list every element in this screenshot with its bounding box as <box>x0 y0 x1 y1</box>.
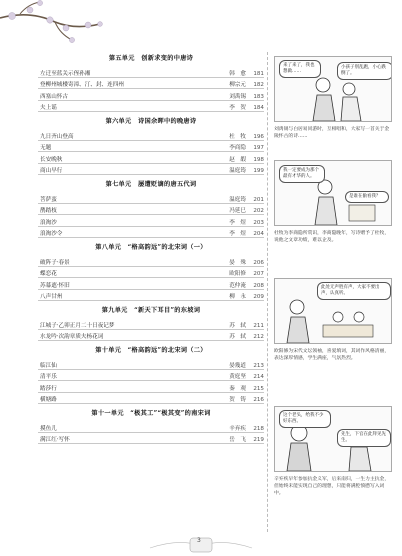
illustration-caption: 欧阳修为宋代文坛领袖，喜爱填词，其词作风格清丽，表达深厚情感，学生满座，气氛热烈。 <box>274 349 390 361</box>
poem-author: 杜 牧 <box>229 133 246 140</box>
page-ref: 209 <box>253 294 264 300</box>
poem-author: 黄庭坚 <box>229 374 246 380</box>
illustration-block-4 <box>274 406 392 497</box>
page-ref: 211 <box>253 322 264 329</box>
unit-heading: 第十一单元 “极其工”“极其变”的南宋词 <box>91 410 211 417</box>
page-ref: 199 <box>253 168 264 174</box>
toc-entry[interactable] <box>38 192 264 204</box>
page-ref: 215 <box>253 385 264 392</box>
poem-title: 西塞山怀古 <box>40 93 68 100</box>
column-divider <box>267 52 268 532</box>
poem-author: 晏 殊 <box>229 259 246 266</box>
poem-title: 菩萨蛮 <box>40 196 57 203</box>
illustration-caption: 刘禹锡与白居易同游时，互相唱和，大家写一首关于金陵怀古的诗…… <box>274 127 390 139</box>
page-ref: 206 <box>253 259 264 266</box>
plum-blossom-decoration <box>0 0 120 50</box>
page-ref: 214 <box>253 374 264 380</box>
poem-title: 浪淘沙令 <box>40 231 63 237</box>
unit-heading: 第七单元 屡遭贬谪的唐五代词 <box>105 181 197 188</box>
unit-heading: 第六单元 诗国余晖中的晚唐诗 <box>105 118 197 125</box>
toc-entry[interactable] <box>38 101 264 113</box>
page-ref: 184 <box>253 105 264 111</box>
page-ref: 207 <box>253 271 264 277</box>
figure-banquet-icon <box>283 295 383 343</box>
page-ref: 213 <box>253 362 264 369</box>
speech-bubble: 先生，下官在此拜见先生。 <box>337 429 391 447</box>
page-ref: 201 <box>253 196 264 203</box>
poem-author: 温庭筠 <box>229 196 246 203</box>
toc-entry[interactable] <box>38 204 264 216</box>
poem-author: 冯延巳 <box>229 208 246 214</box>
page-ref: 218 <box>253 425 264 432</box>
page-ref: 219 <box>253 437 264 443</box>
toc-entry[interactable] <box>38 66 264 78</box>
poem-title: 夫上谣 <box>40 105 57 111</box>
poem-author: 李商隐 <box>229 145 246 151</box>
poem-title: 九日齐山登高 <box>40 133 74 140</box>
section-gap <box>38 444 264 447</box>
comic-panel-3 <box>274 278 392 344</box>
toc-entry[interactable] <box>38 381 264 393</box>
poem-author: 赵 嘏 <box>229 156 246 163</box>
speech-bubble: 小孩子别乱跑，小心跌倒了。 <box>337 62 392 80</box>
poem-title: 左迁至蓝关示侄孙湘 <box>40 70 91 77</box>
page-ref: 216 <box>253 397 264 403</box>
page-ref: 198 <box>253 156 264 163</box>
unit-heading: 第八单元 “格高韵远”的北宋词（一） <box>95 244 207 251</box>
page-ref: 203 <box>253 219 264 226</box>
page-ref: 196 <box>253 133 264 140</box>
toc-entry[interactable] <box>38 278 264 290</box>
toc-entry[interactable] <box>38 330 264 342</box>
poem-title: 江城子·乙卯正月二十日夜记梦 <box>40 322 115 329</box>
poem-title: 横塘路 <box>40 397 57 403</box>
poem-title: 破阵子·春景 <box>40 259 70 266</box>
poem-author: 柳 永 <box>229 294 246 300</box>
toc-entry[interactable] <box>38 152 264 164</box>
toc-entry[interactable] <box>38 433 264 445</box>
poem-title: 清平乐 <box>40 374 57 380</box>
page-ref: 181 <box>253 70 264 77</box>
poem-title: 无题 <box>40 145 52 151</box>
poem-author: 刘禹锡 <box>229 93 246 100</box>
toc-entry[interactable] <box>38 227 264 239</box>
comic-panel-2 <box>274 160 392 226</box>
footer-decoration <box>0 534 402 556</box>
poem-title: 蝶恋花 <box>40 271 57 277</box>
toc-entry[interactable] <box>38 215 264 227</box>
illustration-block-3 <box>274 278 392 362</box>
poem-author: 李 煜 <box>229 219 246 226</box>
poem-author: 范仲淹 <box>229 282 246 289</box>
toc-entry[interactable] <box>38 255 264 267</box>
poem-title: 八声甘州 <box>40 294 63 300</box>
poem-author: 秦 观 <box>229 385 246 392</box>
poem-author: 辛弃疾 <box>229 425 246 432</box>
unit-heading: 第九单元 “新天下耳目”的东坡词 <box>101 307 201 314</box>
poem-author: 晏幾道 <box>229 362 246 369</box>
toc-entry[interactable] <box>38 370 264 382</box>
page-ref: 208 <box>253 282 264 289</box>
toc-entry[interactable] <box>38 267 264 279</box>
page-ref: 204 <box>253 231 264 237</box>
poem-title: 鹊踏枝 <box>40 208 57 214</box>
table-of-contents <box>38 52 264 447</box>
poem-author: 欧阳修 <box>229 271 246 277</box>
poem-title: 水龙吟·次韵章质夫杨花词 <box>40 334 104 340</box>
poem-author: 李 煜 <box>229 231 246 237</box>
poem-title: 摸鱼儿 <box>40 425 57 432</box>
speech-bubble: 是谁在偷看我？ <box>345 191 389 203</box>
poem-title: 商山早行 <box>40 168 63 174</box>
comic-panel-1 <box>274 56 392 122</box>
page-ref: 197 <box>253 145 264 151</box>
poem-author: 苏 轼 <box>229 334 246 340</box>
toc-entry[interactable] <box>38 421 264 433</box>
poem-author: 岳 飞 <box>229 437 246 443</box>
toc-entry[interactable] <box>38 78 264 90</box>
page-number: 3 <box>197 537 201 544</box>
poem-author: 苏 轼 <box>229 322 246 329</box>
illustration-caption: 杜牧为李商隐所赏识，李商隐晚年，写诗赠予了杜牧，说他之文章功绩，难以企及。 <box>274 231 390 243</box>
toc-entry[interactable] <box>38 358 264 370</box>
poem-author: 温庭筠 <box>229 168 246 174</box>
poem-title: 长安晚秋 <box>40 156 63 163</box>
speech-bubble: 我一定要成为那个最有才华的人。 <box>279 165 325 183</box>
poem-title: 登柳州城楼寄漳、汀、封、连四州 <box>40 82 124 88</box>
illustration-caption: 辛弃疾早年参加抗金义军，后来南归，一生力主抗金，但始终未能实现自己的理想，只能将满腔愤懑写入词中。 <box>274 477 390 496</box>
page-ref: 202 <box>253 208 264 214</box>
figure-scholars-icon <box>305 75 365 121</box>
comic-panel-4 <box>274 406 392 472</box>
unit-heading: 第十单元 “格高韵远”的北宋词（二） <box>95 347 207 354</box>
poem-title: 满江红·写怀 <box>40 437 70 443</box>
poem-author: 贺 铸 <box>229 397 246 403</box>
toc-entry[interactable] <box>38 164 264 176</box>
toc-entry[interactable] <box>38 89 264 101</box>
poem-title: 苏幕遮·怀旧 <box>40 282 70 289</box>
poem-title: 临江仙 <box>40 362 57 369</box>
poem-title: 浪淘沙 <box>40 219 57 226</box>
toc-entry[interactable] <box>38 290 264 302</box>
speech-bubble: 此处无声胜有声，大家不要出声，认真听。 <box>317 282 391 300</box>
illustration-block-2 <box>274 160 392 244</box>
toc-entry[interactable] <box>38 141 264 153</box>
poem-author: 柳宗元 <box>229 82 246 88</box>
page-ref: 183 <box>253 93 264 100</box>
poem-author: 韩 愈 <box>229 70 246 77</box>
poem-author: 李 贺 <box>229 105 246 111</box>
page-ref: 182 <box>253 82 264 88</box>
toc-entry[interactable] <box>38 129 264 141</box>
speech-bubble: 这个老头，给我不少好东西。 <box>279 410 331 428</box>
speech-bubble: 来了来了，我也想做…… <box>279 60 321 78</box>
illustration-block-1 <box>274 56 392 140</box>
toc-entry[interactable] <box>38 393 264 405</box>
page-ref: 212 <box>253 334 264 340</box>
unit-heading: 第五单元 创新求变的中唐诗 <box>108 55 194 62</box>
poem-title: 踏莎行 <box>40 385 57 392</box>
toc-entry[interactable] <box>38 318 264 330</box>
